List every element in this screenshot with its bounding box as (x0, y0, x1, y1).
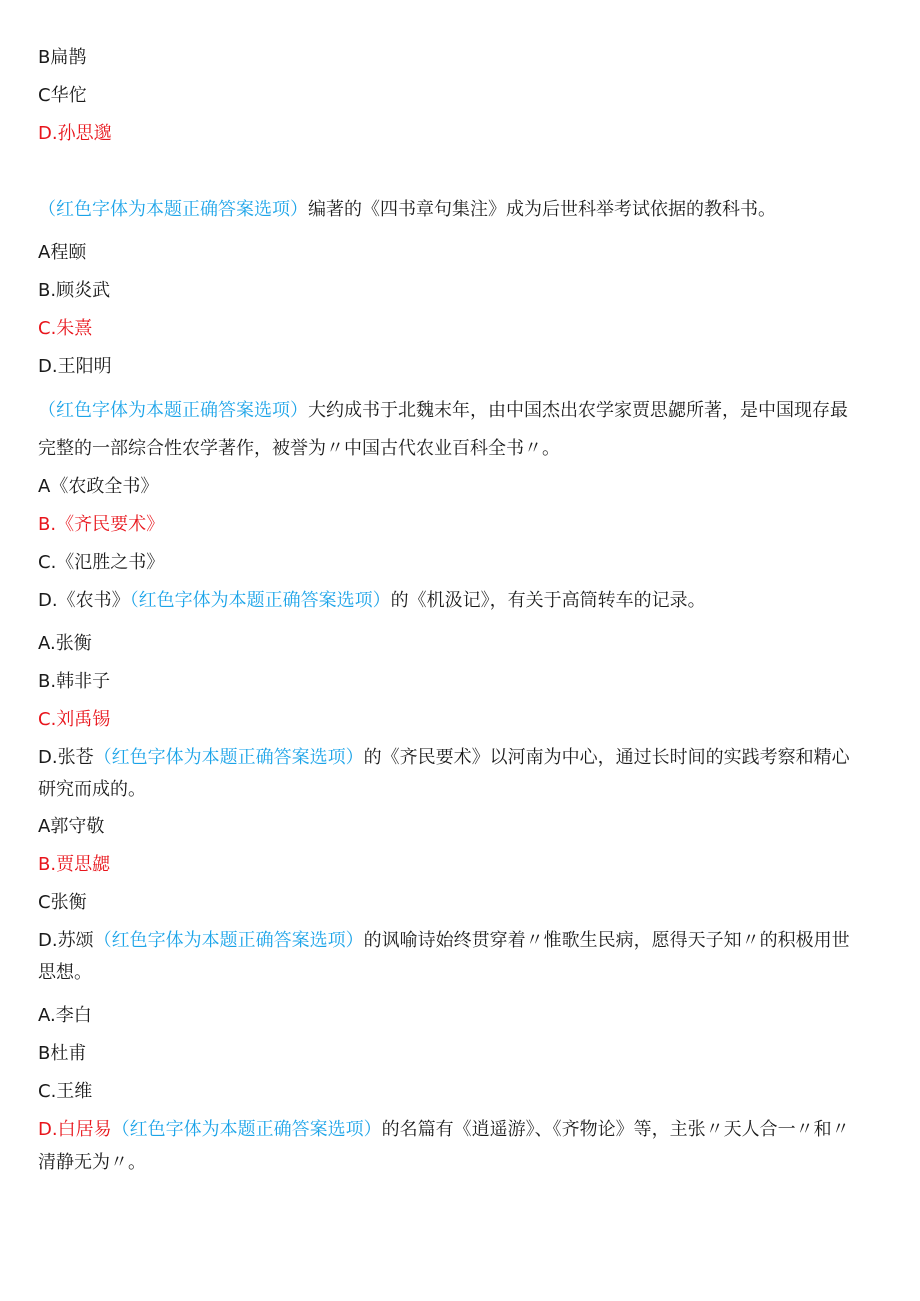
answer-note-label: （红色字体为本题正确答案选项） (129, 590, 391, 611)
question-1-option-c-correct: C.朱熹 (38, 318, 93, 339)
question-5-option-b: B杜甫 (38, 1043, 87, 1064)
question-4-stem-text-line1: 的《齐民要术》以河南为中心，通过长时间的实践考察和精心 (363, 747, 850, 768)
question-1-option-a: A程颐 (38, 242, 87, 263)
question-0-option-c: C华佗 (38, 85, 87, 106)
question-0-option-b: B扁鹊 (38, 47, 87, 68)
question-4-option-b-correct: B.贾思勰 (38, 854, 111, 875)
question-4-option-c: C张衡 (38, 892, 87, 913)
question-3-option-c-correct: C.刘禹锡 (38, 709, 111, 730)
question-4-option-d: D.苏颂 (38, 930, 94, 951)
question-5-stem-text-line1: 的讽喻诗始终贯穿着〃惟歌生民病，愿得天子知〃的积极用世 (363, 930, 850, 951)
question-6-stem (38, 1118, 850, 1142)
question-1-stem (38, 198, 776, 222)
answer-note-label: （红色字体为本题正确答案选项） (93, 747, 364, 768)
answer-note-label: （红色字体为本题正确答案选项） (38, 199, 308, 220)
question-5-option-d-correct: D.白居易 (38, 1119, 112, 1140)
question-4-stem (38, 746, 850, 770)
question-2-stem (38, 399, 848, 423)
answer-note-label: （红色字体为本题正确答案选项） (111, 1119, 382, 1140)
question-2-option-a: A《农政全书》 (38, 476, 159, 497)
question-2-option-b-correct: B.《齐民要术》 (38, 514, 165, 535)
question-1-option-b: B.顾炎武 (38, 280, 111, 301)
question-1-option-d: D.王阳明 (38, 356, 112, 377)
question-1-stem-text: 编著的《四书章句集注》成为后世科举考试依据的教科书。 (308, 199, 776, 220)
question-6-stem-text-line2: 清静无为〃。 (38, 1152, 146, 1173)
question-2-option-d: D.《农书》 (38, 590, 130, 611)
question-3-stem-text: 的《机汲记》，有关于高筒转车的记录。 (390, 590, 706, 611)
question-2-stem-text-line1: 大约成书于北魏末年，由中国杰出农学家贾思勰所著，是中国现存最 (308, 400, 848, 421)
question-3-stem (38, 589, 706, 613)
question-4-option-a: A郭守敬 (38, 816, 105, 837)
question-5-stem (38, 929, 850, 953)
question-3-option-b: B.韩非子 (38, 671, 111, 692)
question-2-option-c: C.《氾胜之书》 (38, 552, 165, 573)
question-3-option-d: D.张苍 (38, 747, 94, 768)
question-5-option-c: C.王维 (38, 1081, 93, 1102)
question-5-stem-text-line2: 思想。 (38, 962, 92, 983)
question-5-option-a: A.李白 (38, 1005, 92, 1026)
question-4-stem-text-line2: 研究而成的。 (38, 779, 146, 800)
question-0-option-d-correct: D.孙思邈 (38, 123, 112, 144)
answer-note-label: （红色字体为本题正确答案选项） (93, 930, 364, 951)
question-3-option-a: A.张衡 (38, 633, 92, 654)
question-6-stem-text-line1: 的名篇有《逍遥游》、《齐物论》等，主张〃天人合一〃和〃 (381, 1119, 850, 1140)
question-2-stem-text-line2: 完整的一部综合性农学著作，被誉为〃中国古代农业百科全书〃。 (38, 438, 560, 459)
answer-note-label: （红色字体为本题正确答案选项） (38, 400, 308, 421)
